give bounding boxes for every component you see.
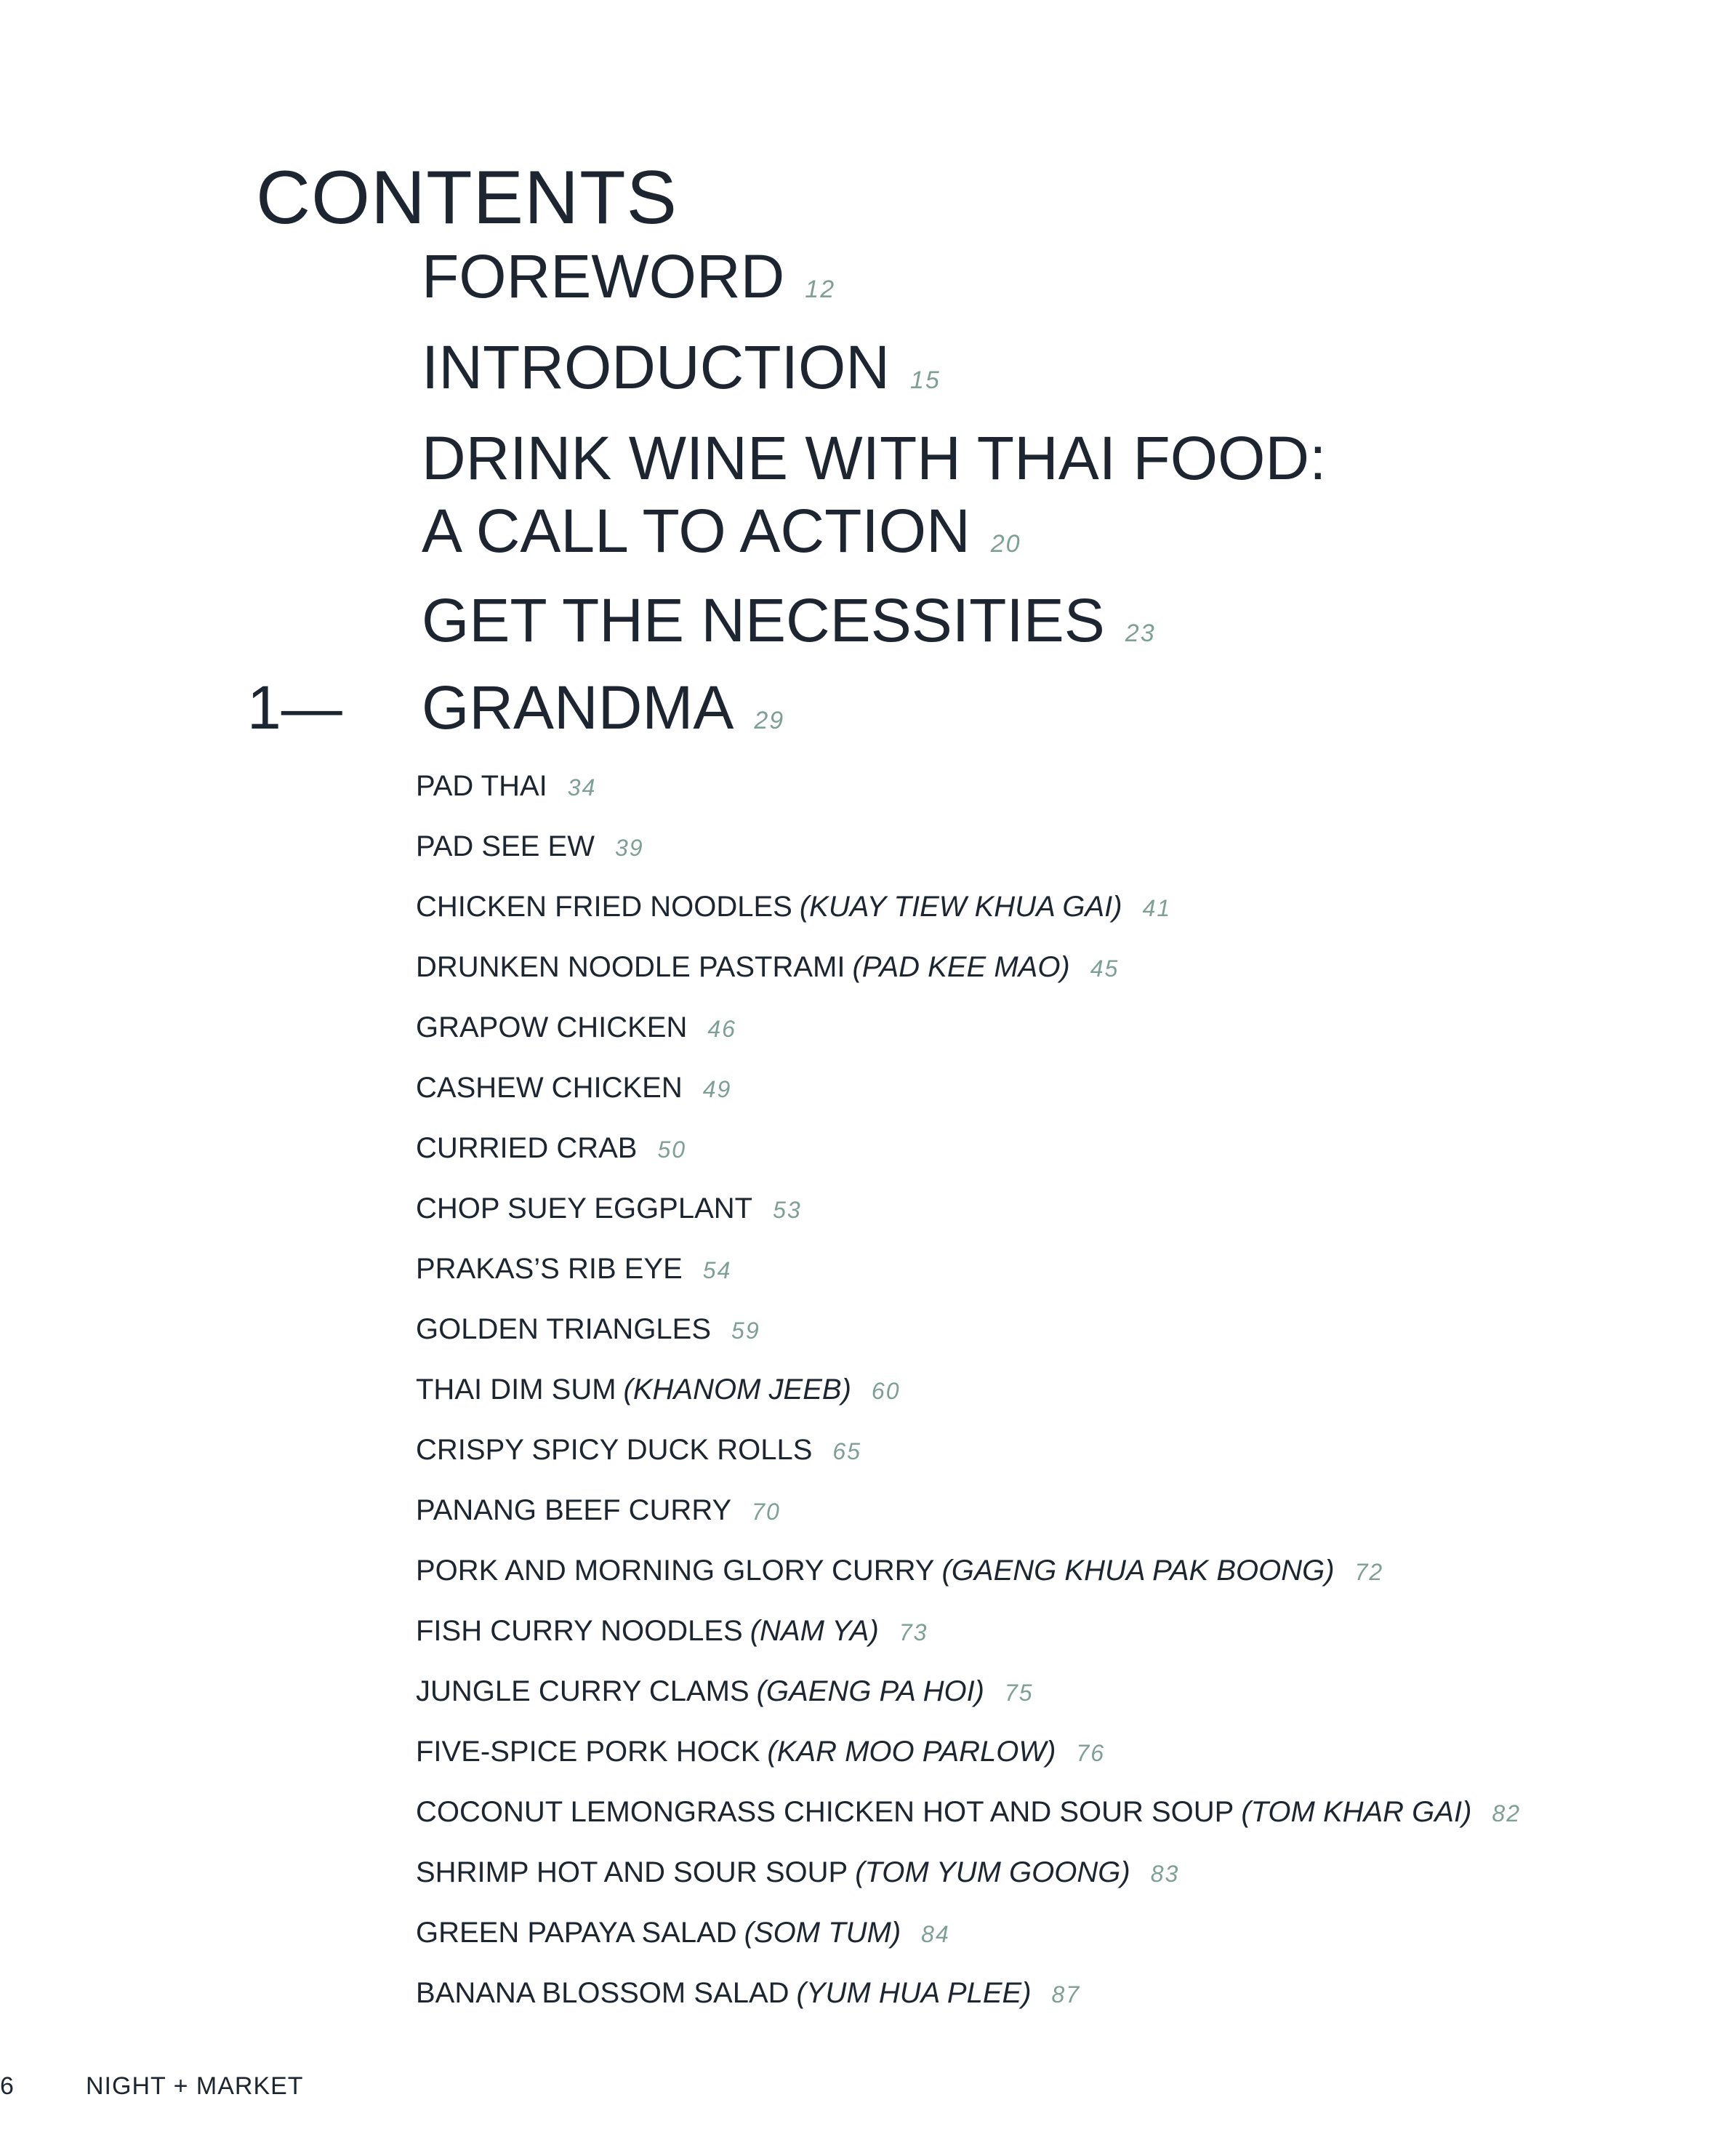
page-number: 15 — [909, 366, 941, 394]
recipe-list — [416, 768, 1521, 2035]
toc-entry-recipe[interactable] — [416, 1854, 1521, 1915]
recipe-thai-name: (SOM TUM) — [744, 1917, 901, 1949]
recipe-name: BANANA BLOSSOM SALAD — [416, 1977, 789, 2009]
page-number: 54 — [702, 1257, 732, 1283]
recipe-name: PORK AND MORNING GLORY CURRY — [416, 1555, 935, 1587]
recipe-name: PANANG BEEF CURRY — [416, 1494, 732, 1526]
recipe-thai-name: (YUM HUA PLEE) — [796, 1977, 1032, 2009]
entry-title-line-2: A CALL TO ACTION — [422, 497, 971, 565]
page-number: 82 — [1492, 1800, 1522, 1827]
toc-entry-recipe[interactable] — [416, 1975, 1521, 2035]
recipe-thai-name: (GAENG PA HOI) — [756, 1675, 984, 1707]
toc-entry-recipe[interactable] — [416, 1190, 1521, 1251]
recipe-name: PAD THAI — [416, 770, 547, 802]
page-number: 53 — [773, 1197, 802, 1223]
recipe-name: GREEN PAPAYA SALAD — [416, 1917, 737, 1949]
toc-entry-introduction[interactable] — [422, 331, 941, 417]
page-number: 34 — [567, 774, 597, 801]
toc-entry-recipe[interactable] — [416, 828, 1521, 889]
recipe-name: PRAKAS’S RIB EYE — [416, 1253, 683, 1285]
page-title: CONTENTS — [256, 155, 678, 240]
entry-title: GET THE NECESSITIES — [422, 586, 1105, 654]
page-number: 72 — [1354, 1559, 1384, 1585]
recipe-name: CASHEW CHICKEN — [416, 1072, 683, 1104]
book-title: NIGHT + MARKET — [86, 2072, 304, 2100]
entry-title: FOREWORD — [422, 242, 785, 310]
page-number: 39 — [614, 835, 644, 861]
toc-entry-recipe[interactable] — [416, 1311, 1521, 1371]
page-number: 20 — [990, 530, 1021, 558]
recipe-thai-name: (TOM YUM GOONG) — [855, 1856, 1130, 1888]
recipe-name: GOLDEN TRIANGLES — [416, 1313, 712, 1345]
toc-entry-recipe[interactable] — [416, 1733, 1521, 1794]
toc-entry-necessities[interactable] — [422, 584, 1156, 670]
part-title: GRANDMA — [422, 673, 734, 742]
recipe-thai-name: (TOM KHAR GAI) — [1241, 1796, 1472, 1828]
page-number: 29 — [754, 707, 785, 734]
recipe-name: CHICKEN FRIED NOODLES — [416, 891, 792, 923]
page-number: 87 — [1051, 1981, 1081, 2008]
recipe-name: THAI DIM SUM — [416, 1374, 616, 1406]
toc-entry-recipe[interactable] — [416, 1492, 1521, 1552]
page-number: 45 — [1090, 955, 1120, 982]
toc-entry-recipe[interactable] — [416, 1915, 1521, 1975]
entry-title: INTRODUCTION — [422, 333, 890, 401]
page-number: 83 — [1150, 1861, 1180, 1887]
recipe-name: FISH CURRY NOODLES — [416, 1615, 743, 1647]
page-number: 23 — [1125, 620, 1156, 647]
toc-entry-drink-wine[interactable] — [422, 422, 1326, 580]
toc-entry-recipe[interactable] — [416, 1130, 1521, 1190]
page-number: 76 — [1076, 1740, 1106, 1766]
toc-entry-recipe[interactable] — [416, 1673, 1521, 1733]
toc-entry-foreword[interactable] — [422, 240, 835, 326]
toc-entry-recipe[interactable] — [416, 1009, 1521, 1070]
toc-entry-recipe[interactable] — [416, 768, 1521, 828]
entry-title-line-1: DRINK WINE WITH THAI FOOD: — [422, 424, 1327, 492]
toc-entry-recipe[interactable] — [416, 1432, 1521, 1492]
recipe-thai-name: (KAR MOO PARLOW) — [767, 1736, 1056, 1768]
toc-entry-recipe[interactable] — [416, 1552, 1521, 1613]
recipe-thai-name: (KHANOM JEEB) — [623, 1374, 851, 1406]
recipe-thai-name: (GAENG KHUA PAK BOONG) — [941, 1555, 1335, 1587]
recipe-name: DRUNKEN NOODLE PASTRAMI — [416, 951, 845, 983]
page-number: 84 — [921, 1921, 950, 1947]
page-number: 65 — [832, 1438, 861, 1464]
recipe-name: JUNGLE CURRY CLAMS — [416, 1675, 750, 1707]
toc-entry-recipe[interactable] — [416, 1251, 1521, 1311]
recipe-thai-name: (NAM YA) — [750, 1615, 879, 1647]
toc-entry-recipe[interactable] — [416, 1613, 1521, 1673]
page-number: 60 — [871, 1378, 901, 1404]
part-number-marker: 1— — [247, 673, 342, 742]
recipe-name: CURRIED CRAB — [416, 1132, 638, 1164]
toc-entry-recipe[interactable] — [416, 889, 1521, 949]
recipe-name: COCONUT LEMONGRASS CHICKEN HOT AND SOUR SOUP — [416, 1796, 1234, 1828]
page-number: 70 — [752, 1499, 781, 1525]
toc-entry-part-grandma[interactable] — [422, 671, 784, 757]
recipe-thai-name: (KUAY TIEW KHUA GAI) — [799, 891, 1122, 923]
page-number: 59 — [731, 1318, 760, 1344]
page-number: 50 — [657, 1136, 687, 1163]
recipe-name: SHRIMP HOT AND SOUR SOUP — [416, 1856, 848, 1888]
page-number: 41 — [1142, 895, 1172, 921]
recipe-name: PAD SEE EW — [416, 830, 595, 862]
toc-entry-recipe[interactable] — [416, 1371, 1521, 1432]
toc-entry-recipe[interactable] — [416, 1794, 1521, 1854]
recipe-thai-name: (PAD KEE MAO) — [852, 951, 1070, 983]
folio-page-number: 6 — [0, 2072, 15, 2100]
toc-entry-recipe[interactable] — [416, 1070, 1521, 1130]
page-number: 75 — [1005, 1680, 1034, 1706]
page-number: 12 — [805, 276, 836, 303]
recipe-name: CRISPY SPICY DUCK ROLLS — [416, 1434, 813, 1466]
recipe-name: CHOP SUEY EGGPLANT — [416, 1192, 753, 1224]
page-number: 46 — [707, 1016, 736, 1042]
page-number: 49 — [702, 1076, 732, 1102]
page-number: 73 — [899, 1619, 928, 1645]
recipe-name: GRAPOW CHICKEN — [416, 1011, 688, 1043]
recipe-name: FIVE-SPICE PORK HOCK — [416, 1736, 760, 1768]
toc-entry-recipe[interactable] — [416, 949, 1521, 1009]
